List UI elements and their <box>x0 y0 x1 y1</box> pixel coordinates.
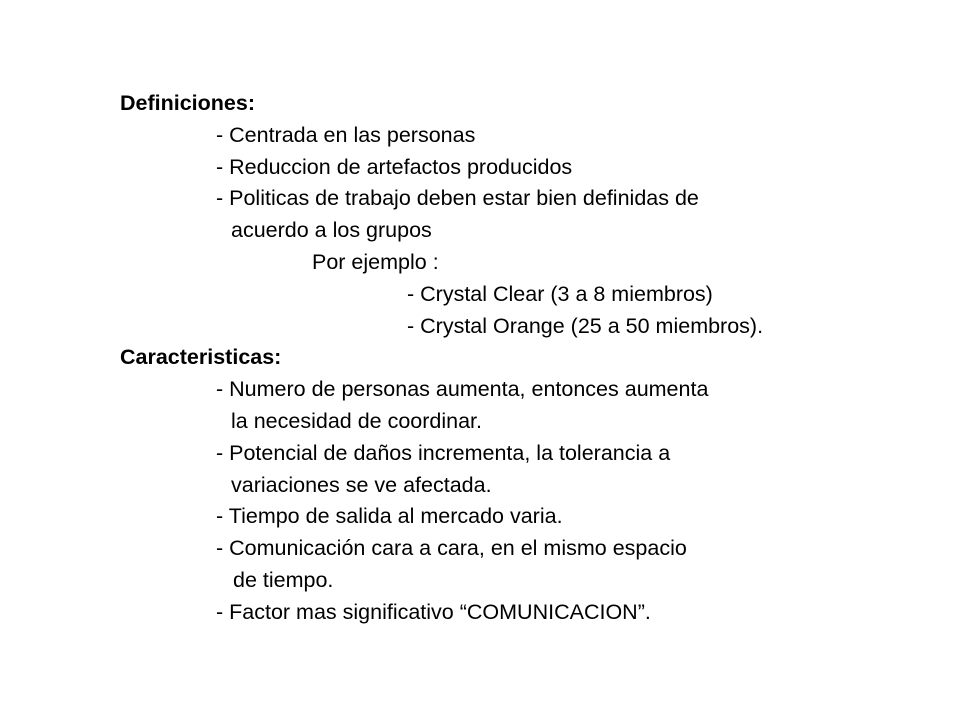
caracteristicas-heading: Caracteristicas: <box>120 345 282 370</box>
definiciones-item-reduccion: - Reduccion de artefactos producidos <box>216 154 573 179</box>
definiciones-item-politicas: - Politicas de trabajo deben estar bien definidas de <box>216 186 699 211</box>
example-crystal-orange: - Crystal Orange (25 a 50 miembros). <box>407 313 764 338</box>
caracteristicas-item-numero: - Numero de personas aumenta, entonces aumenta <box>216 377 709 402</box>
caracteristicas-item-numero-cont: la necesidad de coordinar. <box>231 408 483 433</box>
example-crystal-clear: - Crystal Clear (3 a 8 miembros) <box>407 281 713 306</box>
definiciones-item-politicas-cont: acuerdo a los grupos <box>231 218 432 243</box>
definiciones-heading: Definiciones: <box>120 91 255 115</box>
caracteristicas-item-potencial: - Potencial de daños incrementa, la tolerancia a <box>216 440 671 465</box>
caracteristicas-item-factor: - Factor mas significativo “COMUNICACION”. <box>216 599 651 624</box>
caracteristicas-item-tiempo: - Tiempo de salida al mercado varia. <box>216 504 563 529</box>
example-intro: Por ejemplo : <box>312 249 439 274</box>
slide-body <box>0 88 960 629</box>
caracteristicas-item-comunicacion: - Comunicación cara a cara, en el mismo espacio <box>216 536 687 561</box>
definiciones-item-centrada: - Centrada en las personas <box>216 122 476 147</box>
caracteristicas-item-potencial-cont: variaciones se ve afectada. <box>231 472 492 497</box>
caracteristicas-item-comunicacion-cont: de tiempo. <box>233 567 334 592</box>
